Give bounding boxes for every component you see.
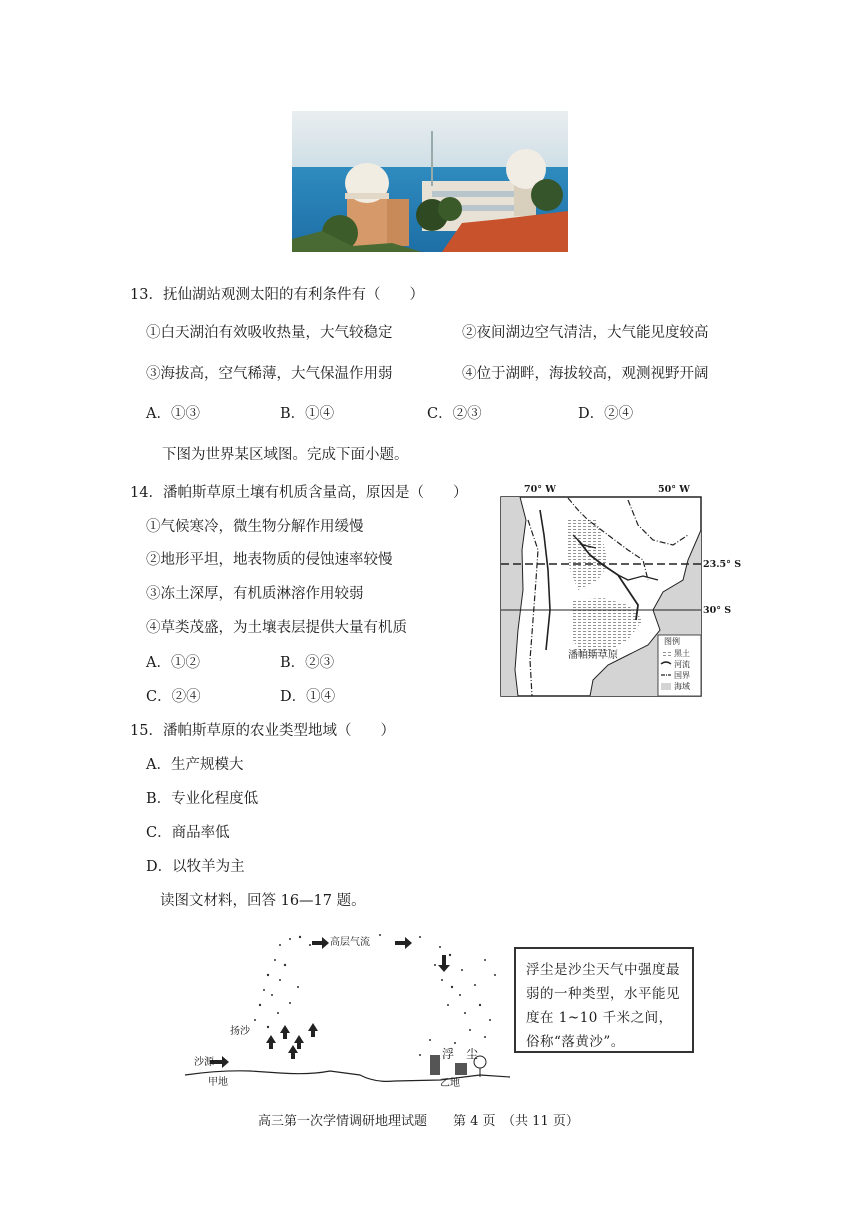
q13-option-4: ④位于湖畔，海拔较高，观测视野开阔 — [462, 366, 709, 382]
south-america-map — [478, 480, 748, 700]
map-intro: 下图为世界某区域图。完成下面小题。 — [162, 447, 409, 463]
lat-30s-label: 30° S — [703, 605, 732, 616]
lat-tropic-label: 23.5° S — [703, 559, 742, 570]
sand-source-label: 沙源 — [194, 1057, 214, 1068]
upper-airflow-label: 高层气流 — [330, 937, 370, 948]
q14-choice-d[interactable]: D．①④ — [280, 689, 336, 705]
q15-choice-a[interactable]: A．生产规模大 — [146, 757, 244, 773]
pampas-label: 潘帕斯草原 — [568, 650, 618, 661]
floating-dust-note: 浮尘是沙尘天气中强度最弱的一种类型，水平能见度在 1~10 千米之间，俗称“落黄沙”。 — [514, 947, 694, 1053]
q13-option-3: ③海拔高，空气稀薄，大气保温作用弱 — [146, 366, 393, 382]
q15-stem: 15．潘帕斯草原的农业类型地域（ ） — [130, 723, 395, 739]
q14-option-2: ②地形平坦，地表物质的侵蚀速率较慢 — [146, 552, 393, 568]
q14-stem: 14．潘帕斯草原土壤有机质含量高，原因是（ ） — [130, 485, 468, 501]
legend-border: 国界 — [674, 671, 690, 680]
floating-dust-label: 浮 尘 — [442, 1047, 479, 1061]
legend-black-soil: 黑土 — [674, 649, 690, 658]
q15-choice-b[interactable]: B．专业化程度低 — [146, 791, 259, 807]
page-footer: 高三第一次学情调研地理试题 第 4 页 （共 11 页） — [258, 1114, 579, 1129]
q13-choice-c[interactable]: C．②③ — [427, 406, 482, 422]
legend-sea: 海域 — [674, 682, 690, 691]
q14-option-4: ④草类茂盛，为土壤表层提供大量有机质 — [146, 620, 407, 636]
q14-option-1: ①气候寒冷，微生物分解作用缓慢 — [146, 519, 364, 535]
q14-choice-c[interactable]: C．②④ — [146, 689, 201, 705]
uplift-label: 扬沙 — [230, 1026, 250, 1037]
lon-50w-label: 50° W — [658, 484, 690, 495]
q13-choice-a[interactable]: A．①③ — [146, 406, 200, 422]
q13-stem: 13．抚仙湖站观测太阳的有利条件有（ ） — [130, 287, 424, 303]
place-a-label: 甲地 — [208, 1077, 228, 1088]
q13-option-1: ①白天湖泊有效吸收热量，大气较稳定 — [146, 325, 393, 341]
place-b-label: 乙地 — [440, 1078, 460, 1089]
q14-choice-b[interactable]: B．②③ — [280, 655, 335, 671]
q13-option-2: ②夜间湖边空气清洁，大气能见度较高 — [462, 325, 709, 341]
q13-choice-d[interactable]: D．②④ — [578, 406, 634, 422]
legend-title: 图例 — [664, 637, 680, 646]
q15-choice-c[interactable]: C．商品率低 — [146, 825, 230, 841]
observatory-photo — [292, 111, 568, 252]
q14-option-3: ③冻土深厚，有机质淋溶作用较弱 — [146, 586, 364, 602]
q13-choice-b[interactable]: B．①④ — [280, 406, 335, 422]
q15-choice-d[interactable]: D．以牧羊为主 — [146, 859, 245, 875]
q14-choice-a[interactable]: A．①② — [146, 655, 200, 671]
legend-river: 河流 — [674, 660, 690, 669]
dust-intro: 读图文材料，回答 16—17 题。 — [160, 893, 366, 909]
lon-70w-label: 70° W — [524, 484, 556, 495]
